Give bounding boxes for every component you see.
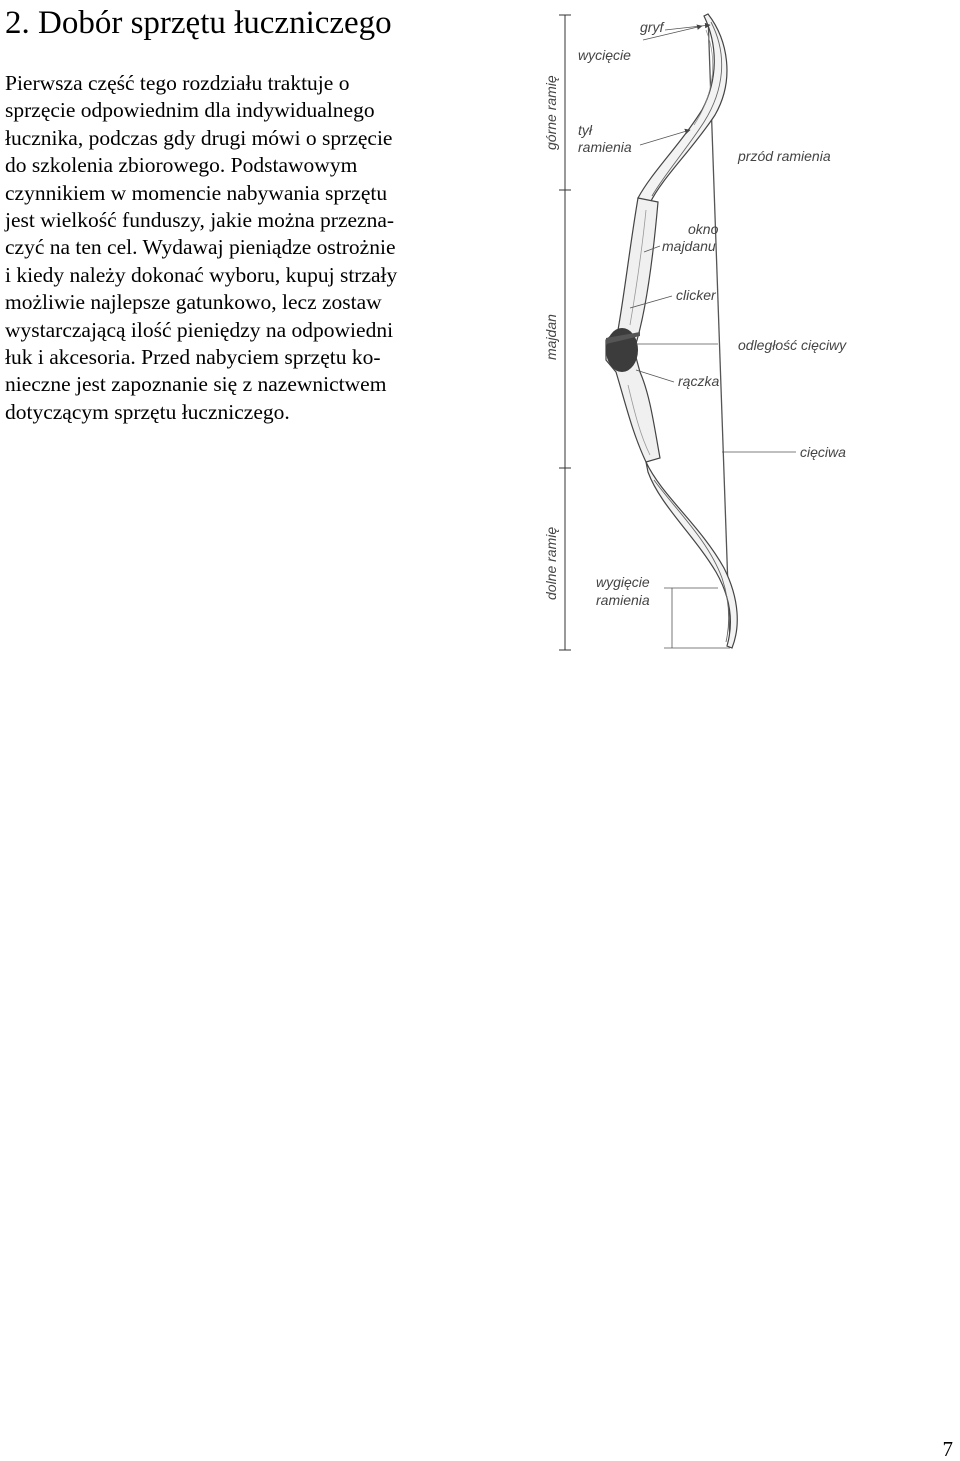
label-odleglosc-cieciwy: odległość cięciwy xyxy=(738,337,847,353)
paragraph-line: czynnikiem w momencie nabywania sprzętu xyxy=(5,180,388,205)
paragraph-line: i kiedy należy dokonać wyboru, kupuj strzały xyxy=(5,262,398,287)
label-okno-majdanu: majdanu xyxy=(662,238,716,254)
label-gryf: gryf xyxy=(640,19,664,35)
body-paragraph xyxy=(5,70,455,426)
label-okno-majdanu: okno xyxy=(688,221,719,237)
paragraph-line: łuk i akcesoria. Przed nabyciem sprzętu ko- xyxy=(5,345,381,370)
paragraph-line: jest wielkość funduszy, jakie można przezna- xyxy=(5,208,395,233)
page-number: 7 xyxy=(942,1437,953,1461)
label-wygiecie-ramienia: ramienia xyxy=(596,592,650,608)
paragraph-line: nieczne jest zapoznanie się z nazewnictwem xyxy=(5,372,387,397)
label-wyciecie: wycięcie xyxy=(578,47,631,63)
paragraph-line: dotyczącym sprzętu łuczniczego. xyxy=(5,399,290,424)
label-tyl-ramienia: ramienia xyxy=(578,139,632,155)
label-tyl-ramienia: tył xyxy=(578,122,592,138)
lower-limb xyxy=(646,462,737,648)
bow-diagram xyxy=(530,5,930,665)
riser xyxy=(606,198,660,462)
paragraph-line: możliwie najlepsze gatunkowo, lecz zostaw xyxy=(5,290,382,315)
label-wygiecie-ramienia: wygięcie xyxy=(596,574,650,590)
paragraph-line: Pierwsza część tego rozdziału traktuje o xyxy=(5,71,350,95)
label-gorne-ramie: górne ramię xyxy=(543,75,559,150)
paragraph-line: czyć na ten cel. Wydawaj pieniądze ostrożnie xyxy=(5,235,396,260)
paragraph-line: łucznika, podczas gdy drugi mówi o sprzęcie xyxy=(5,125,393,150)
label-majdan: majdan xyxy=(543,314,559,360)
label-raczka: rączka xyxy=(678,373,720,389)
paragraph-line: sprzęcie odpowiednim dla indywidualnego xyxy=(5,98,375,123)
paragraph-line: wystarczającą ilość pieniędzy na odpowiedni xyxy=(5,317,394,342)
label-clicker: clicker xyxy=(676,287,716,303)
label-przod-ramienia: przód ramienia xyxy=(738,148,831,164)
label-dolne-ramie: dolne ramię xyxy=(543,526,559,600)
page-title: 2. Dobór sprzętu łuczniczego xyxy=(5,5,392,41)
label-cieciwa: cięciwa xyxy=(800,444,846,460)
paragraph-line: do szkolenia zbiorowego. Podstawowym xyxy=(5,153,358,178)
